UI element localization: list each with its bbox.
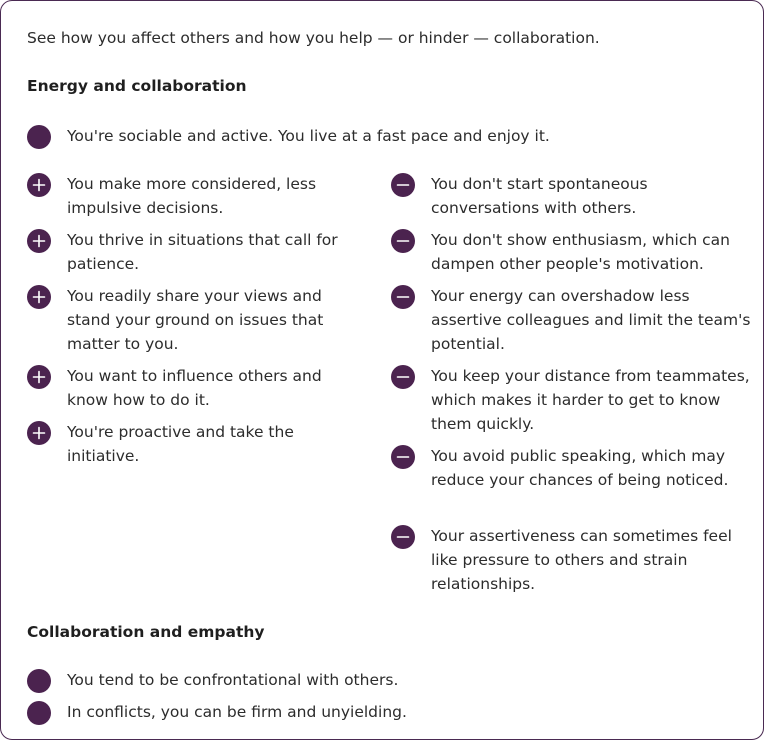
weakness-text: Your energy can overshadow less assertive colleagues and limit the team's potential. [431, 287, 751, 353]
filled-circle-icon [27, 701, 51, 725]
strength-text: You want to influence others and know how to do it. [67, 367, 322, 409]
intro-text: See how you affect others and how you help — or hinder — collaboration. [27, 29, 600, 47]
section-title-empathy: Collaboration and empathy [27, 623, 265, 641]
summary-text: You tend to be confrontational with others. [67, 671, 399, 689]
summary-text: In conflicts, you can be firm and unyielding. [67, 703, 407, 721]
filled-circle-icon [27, 669, 51, 693]
weakness-text: You avoid public speaking, which may reduce your chances of being noticed. [431, 447, 729, 489]
minus-icon [391, 285, 415, 309]
filled-circle-icon [27, 125, 51, 149]
strength-text: You readily share your views and stand your ground on issues that matter to you. [67, 287, 324, 353]
plus-icon [27, 421, 51, 445]
plus-icon [27, 229, 51, 253]
plus-icon [27, 285, 51, 309]
strength-text: You thrive in situations that call for patience. [67, 231, 338, 273]
strength-text: You make more considered, less impulsive decisions. [67, 175, 317, 217]
summary-text: You're sociable and active. You live at a fast pace and enjoy it. [67, 127, 550, 145]
minus-icon [391, 229, 415, 253]
minus-icon [391, 445, 415, 469]
plus-icon [27, 365, 51, 389]
strength-text: You're proactive and take the initiative. [67, 423, 294, 465]
minus-icon [391, 173, 415, 197]
minus-icon [391, 525, 415, 549]
minus-icon [391, 365, 415, 389]
weakness-text: You don't start spontaneous conversations with others. [431, 175, 648, 217]
weakness-text: Your assertiveness can sometimes feel like pressure to others and strain relationships. [431, 527, 732, 593]
plus-icon [27, 173, 51, 197]
weakness-text: You don't show enthusiasm, which can dampen other people's motivation. [431, 231, 730, 273]
weakness-text: You keep your distance from teammates, which makes it harder to get to know them quickly. [431, 367, 750, 433]
section-title-energy: Energy and collaboration [27, 77, 247, 95]
